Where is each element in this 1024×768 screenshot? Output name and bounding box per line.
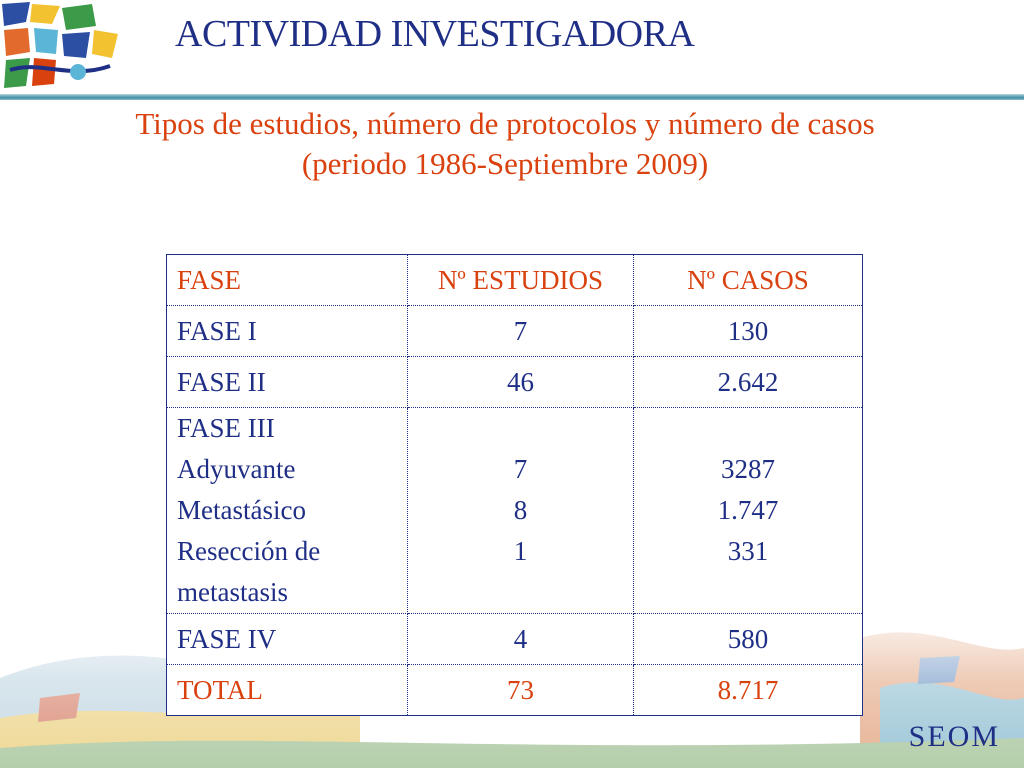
fase-line: Adyuvante [177, 454, 296, 484]
casos-line: 331 [727, 536, 769, 566]
fase-line: Metastásico [177, 495, 306, 525]
estudios-line: 8 [513, 495, 528, 525]
row-casos: 580 [634, 614, 863, 665]
header-fase: FASE [167, 255, 408, 306]
fase-line: metastasis [177, 577, 288, 607]
table-row [167, 614, 863, 665]
table-row [167, 408, 863, 614]
mosaic-logo [0, 0, 122, 92]
row-estudios: 46 [408, 357, 634, 408]
phases-table [166, 254, 863, 716]
row-fase [167, 408, 408, 614]
subtitle-line-2: (periodo 1986-Septiembre 2009) [301, 146, 709, 181]
row-casos: 130 [634, 306, 863, 357]
row-fase: FASE II [167, 357, 408, 408]
header-casos: Nº CASOS [634, 255, 863, 306]
header-estudios: Nº ESTUDIOS [408, 255, 634, 306]
total-casos: 8.717 [634, 665, 863, 716]
seom-logo-text: SEOM [908, 720, 1000, 753]
row-casos [634, 408, 863, 614]
row-estudios: 4 [408, 614, 634, 665]
slide-title: ACTIVIDAD INVESTIGADORA [175, 13, 695, 55]
row-casos: 2.642 [634, 357, 863, 408]
fase-line: Resección de [177, 536, 321, 566]
table-total-row [167, 665, 863, 716]
total-estudios: 73 [408, 665, 634, 716]
estudios-line: 7 [513, 454, 528, 484]
casos-line: 1.747 [717, 495, 779, 525]
table-header-row [167, 255, 863, 306]
casos-line: 3287 [721, 454, 775, 484]
row-fase: FASE I [167, 306, 408, 357]
total-label: TOTAL [167, 665, 408, 716]
estudios-line: 1 [513, 536, 528, 566]
table-row [167, 306, 863, 357]
slide-subtitle [0, 104, 1010, 184]
row-estudios: 7 [408, 306, 634, 357]
table-row [167, 357, 863, 408]
row-estudios [408, 408, 634, 614]
row-fase: FASE IV [167, 614, 408, 665]
fase-line: FASE III [177, 413, 275, 443]
subtitle-line-1: Tipos de estudios, número de protocolos y número de casos [135, 106, 875, 141]
header-divider [0, 94, 1024, 100]
